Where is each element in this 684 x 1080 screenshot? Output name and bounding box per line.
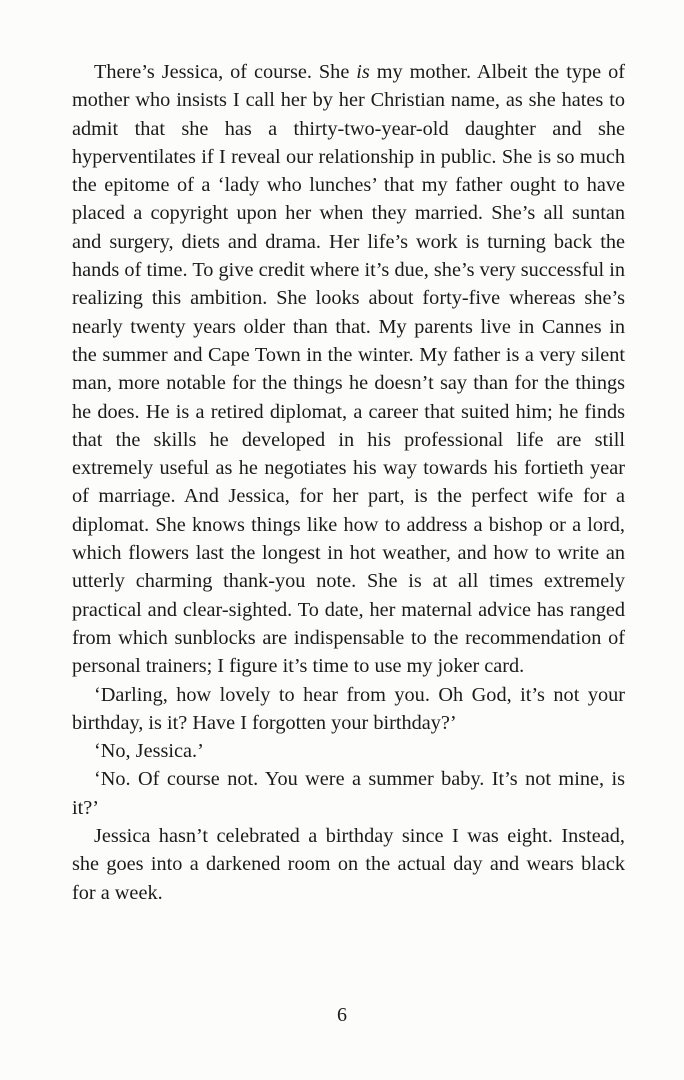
paragraph-2: ‘Darling, how lovely to hear from you. Oh God, it’s not your birthday, is it? Have I forgotten your birthday?’: [72, 683, 625, 734]
paragraph-1: [72, 58, 625, 681]
page-number: 6: [337, 1004, 347, 1026]
paragraph-1-after: my mother. Albeit the type of mother who insists I call her by her Christian name, as she hates to admit that she has a thirty-two-year-old daughter and she hyperventilates if I reveal our relationship in public. She is so much the epitome of a ‘lady who lunches’ that my father ought to have placed a copyright upon her when they married. She’s all suntan and surgery, diets and drama. Her life’s work is turning back the hands of time. To give credit where it’s due, she’s very successful in realizing this ambition. She looks about forty-five whereas she’s nearly twenty years older than that. My parents live in Cannes in the summer and Cape Town in the winter. My father is a very silent man, more notable for the things he doesn’t say than for the things he does. He is a retired diplomat, a career that suited him; he finds that the skills he developed in his professional life are still extremely useful as he negotiates his way towards his fortieth year of marriage. And Jessica, for her part, is the perfect wife for a diplomat. She knows things like how to address a bishop or a lord, which flowers last the longest in hot weather, and how to write an utterly charming thank-you note. She is at all times extremely practical and clear-sighted. To date, her maternal advice has ranged from which sunblocks are indispensable to the recommendation of personal trainers; I figure it’s time to use my joker card.: [72, 61, 625, 678]
paragraph-1-before: There’s Jessica, of course. She: [94, 61, 357, 83]
paragraph-3: ‘No, Jessica.’: [94, 740, 204, 763]
emphasis-is: is: [356, 61, 370, 83]
paragraph-5: Jessica hasn’t celebrated a birthday since I was eight. Instead, she goes into a darkened room on the actual day and wears black for a week.: [72, 825, 625, 904]
paragraph-4: ‘No. Of course not. You were a summer baby. It’s not mine, is it?’: [72, 768, 625, 819]
body-text: [72, 58, 625, 907]
